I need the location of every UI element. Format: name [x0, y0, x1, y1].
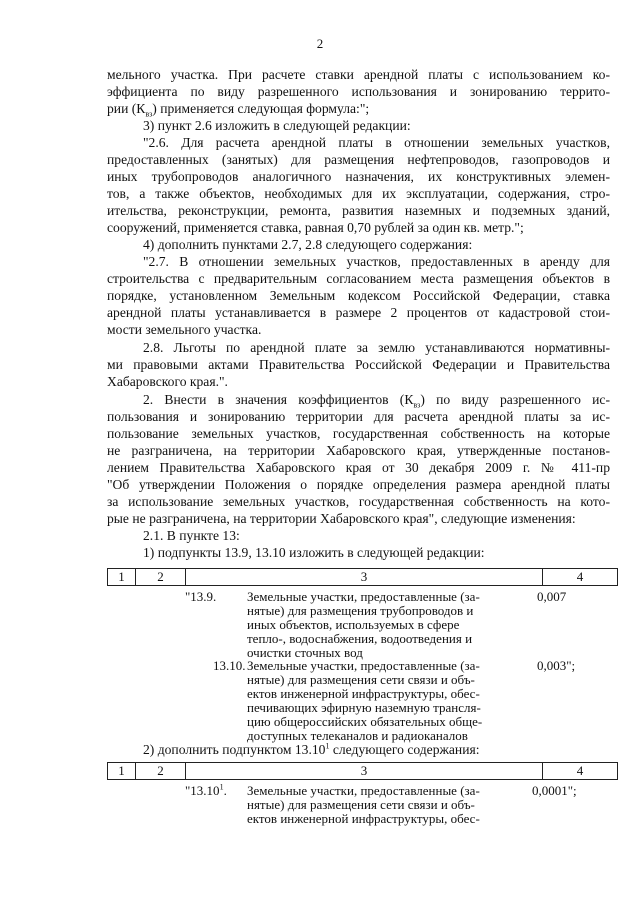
table-header-cell: 4	[576, 569, 584, 584]
text-line: не разграничена, на территории Хабаровского края, утвержденные постанов-	[107, 443, 610, 458]
row-coefficient: 0,0001";	[532, 783, 577, 798]
table-header-cell: 2	[136, 569, 186, 585]
text-line: порядке, установленном Земельным кодексом Российской Федерации, ставка	[107, 288, 610, 303]
text-line: сооружений, применяется ставка, равная 0,70 рублей за один кв. метр.";	[107, 220, 524, 235]
paragraph-addition	[107, 741, 610, 758]
text-line: ительства, реконструкции, ремонта, развития наземных и подземных зданий,	[107, 203, 610, 218]
text-line: эффициента по виду разрешенного использования и зонированию террито-	[107, 84, 610, 99]
row-description: Земельные участки, предоставленные (за- нятые) для размещения трубопроводов и иных объектов, используемых в сфере тепло-, водоснабжения, водоотведения и очистки сточных вод	[247, 589, 480, 660]
text-line: мости земельного участка.	[107, 322, 262, 337]
table-header-cell: 1	[108, 569, 136, 585]
text-line: тов, а также объектов, необходимых для их эксплуатации, содержания, стро-	[107, 186, 610, 201]
text-line: за использование земельных участков, государственная собственность на кото-	[107, 494, 610, 509]
text-line: 2.1. В пункте 13:	[143, 528, 240, 543]
text-line: 2. Внести в значения коэффициентов $(К_{вз})$ по виду разрешенного ис-	[143, 392, 610, 410]
paragraph-2-6	[107, 134, 610, 253]
table-header-row	[107, 568, 618, 586]
paragraph-2-7	[107, 253, 610, 338]
text-line: 2.8. Льготы по арендной плате за землю устанавливаются нормативны-	[143, 340, 610, 355]
text-line: пользования и зонированию территории для расчета арендной платы за ис-	[107, 409, 610, 424]
text-line: рии $(К_{вз})$ применяется следующая формула:";	[107, 101, 370, 119]
text-line: 3) пункт 2.6 изложить в следующей редакции:	[143, 118, 411, 133]
text-line: арендной платы устанавливается в размере 2 процентов от кадастровой стои-	[107, 305, 610, 320]
table-header-cell: 2	[136, 763, 186, 779]
page-number: 2	[316, 36, 324, 51]
text-line: "2.7. В отношении земельных участков, предоставленных в аренду для	[143, 254, 610, 269]
text-line: "2.6. Для расчета арендной платы в отношении земельных участков,	[143, 135, 610, 150]
row-number: 13.10.	[213, 658, 246, 673]
row-coefficient: 0,007	[537, 589, 567, 604]
paragraph-item-2	[107, 391, 610, 561]
table-header-cell: 1	[108, 763, 136, 779]
text-line: предоставленных (занятых) для размещения нефтепроводов, газопроводов и	[107, 152, 610, 167]
text-line: 2) дополнить подпунктом 13.10$^1$ следующего содержания:	[143, 741, 480, 757]
text-line: пользование земельных участков, государственная собственность на которые	[107, 426, 610, 441]
row-description: Земельные участки, предоставленные (за- нятые) для размещения сети связи и объ- ектов инженерной инфраструктуры, обес-	[247, 783, 480, 826]
table-header-cell: 3	[186, 569, 543, 585]
text-line: 1) подпункты 13.9, 13.10 изложить в следующей редакции:	[143, 545, 485, 560]
row-coefficient: 0,003";	[537, 658, 576, 673]
text-line: "Об утверждении Положения о порядке определения размера арендной платы	[107, 477, 610, 492]
paragraph-2-8	[107, 339, 610, 390]
text-line: строительства с предварительным согласованием места размещения объектов в	[107, 271, 610, 286]
text-line: иных трубопроводов аналогичного назначения, их конструктивных элемен-	[107, 169, 610, 184]
table-header-cell: 4	[576, 763, 584, 778]
text-line: ми правовыми актами Правительства Российской Федерации и Правительства	[107, 357, 610, 372]
table-header-row	[107, 762, 618, 780]
text-line: Хабаровского края.".	[107, 374, 228, 389]
paragraph-continuation	[107, 66, 610, 134]
row-number: "13.10$^1$.	[185, 782, 227, 798]
text-line: лением Правительства Хабаровского края от 30 декабря 2009 г. № 411-пр	[107, 460, 610, 475]
text-line: 4) дополнить пунктами 2.7, 2.8 следующего содержания:	[143, 237, 473, 252]
table-header-cell: 3	[186, 763, 543, 779]
row-description: Земельные участки, предоставленные (за- нятые) для размещения сети связи и объ- ектов инженерной инфраструктуры, обес- печивающих эфирную наземную трансля- цию общероссийских обязательных обще- доступных телеканалов и радиоканалов	[247, 658, 483, 743]
text-line: рые не разграничена, на территории Хабаровского края", следующие изменения:	[107, 511, 576, 526]
text-line: мельного участка. При расчете ставки арендной платы с использованием ко-	[107, 67, 610, 82]
row-number: "13.9.	[185, 589, 217, 604]
